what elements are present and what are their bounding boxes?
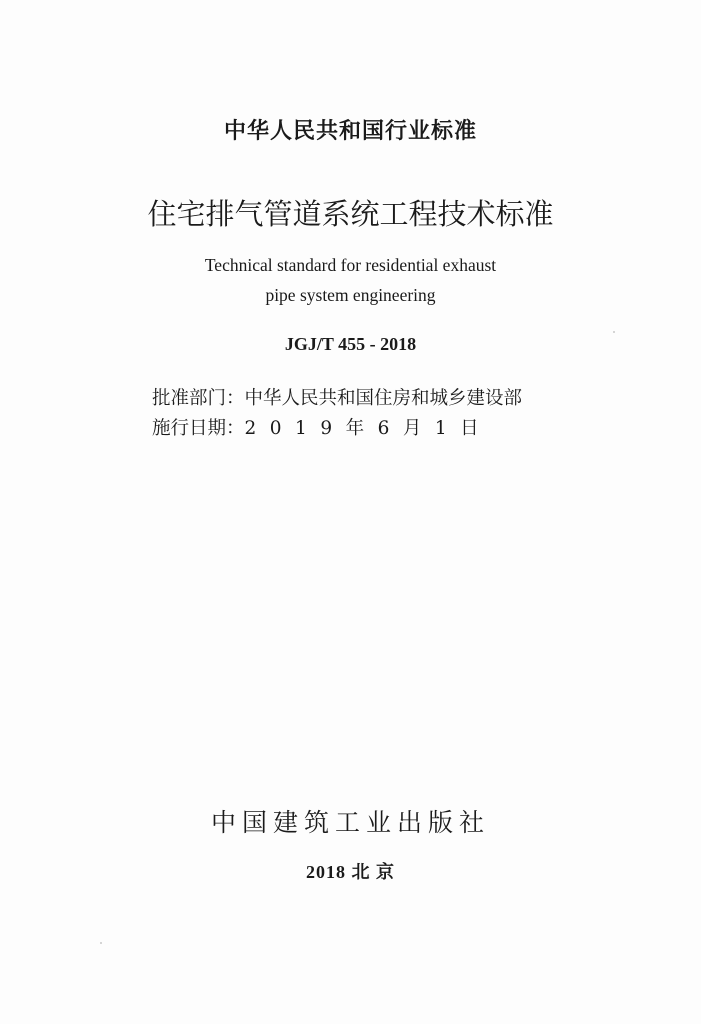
approval-department-label: 批准部门： xyxy=(152,388,245,409)
publication-date-place: 2018 北 京 xyxy=(306,862,395,882)
scan-speck xyxy=(613,331,615,333)
approval-department-value: 中华人民共和国住房和城乡建设部 xyxy=(244,388,523,409)
scan-speck xyxy=(100,942,102,944)
effective-date-value: 2019年6月1日 xyxy=(244,418,493,439)
publisher-name: 中国建筑工业出版社 xyxy=(210,808,490,837)
document-title-english-line-1: Technical standard for residential exhaust xyxy=(204,255,497,275)
standard-number: JGJ/T 455 - 2018 xyxy=(284,334,417,354)
standard-category: 中华人民共和国行业标准 xyxy=(223,119,477,144)
approval-department-row xyxy=(152,384,522,410)
document-title-english-line-2: pipe system engineering xyxy=(265,285,436,305)
document-title-chinese: 住宅排气管道系统工程技术标准 xyxy=(147,197,554,231)
effective-date-row xyxy=(152,414,492,440)
effective-date-label: 施行日期： xyxy=(152,418,245,439)
